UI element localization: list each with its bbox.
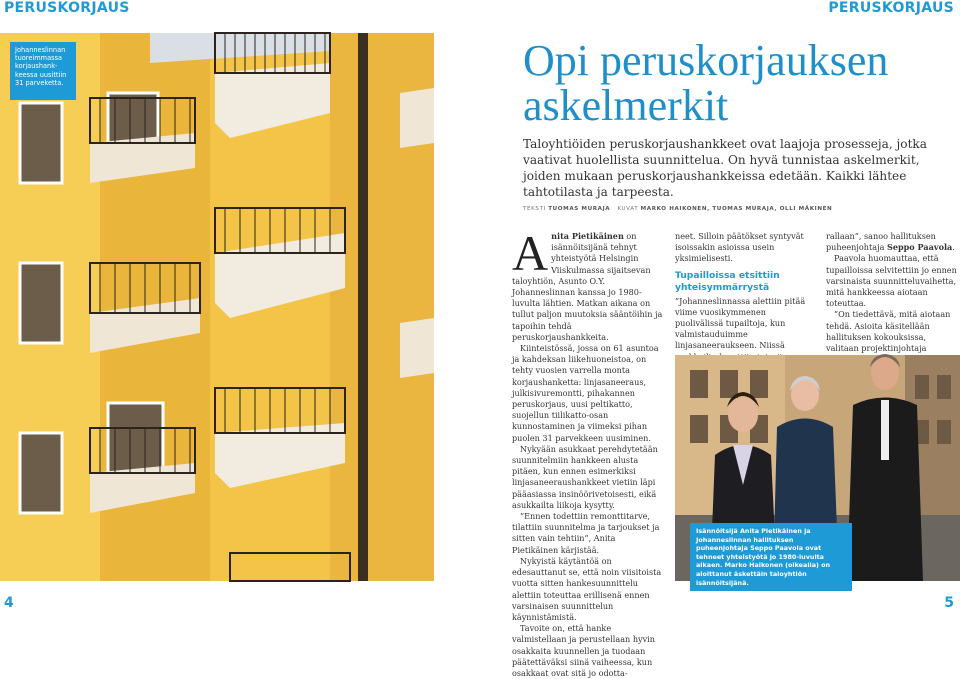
paragraph-2: Kiinteistössä, jossa on 61 asuntoa ja kahdeksan liikehuoneistoa, on tehty vuosien varrella monta korjaushanketta: linjasaneeraus, julkisivuremontti, pihakannen peruskorjaus, uusi peltikatto, suojellun tiilikatto-osan kunnostaminen ja viimeksi pihan puolen 31 parvekkeen uusiminen. [512, 343, 659, 443]
credits-text-label: TEKSTI [523, 206, 546, 212]
paragraph-1-name: nita Pietikäinen [551, 231, 624, 241]
page-number-right: 5 [944, 595, 954, 611]
article-credits [523, 206, 832, 212]
paragraph-11: ”On tiedettävä, mitä aiotaan tehdä. Asioita käsitellään hallituksen kokouksissa, valitaan projektinjohtaja [826, 309, 951, 354]
paragraph-9-text-b: . [952, 242, 955, 253]
paragraph-10: Paavola huomauttaa, että tupailloissa selvitettiin jo ennen varsinaista suunnitteluvaihetta, mitä hankkeessa aiotaan toteuttaa. [826, 253, 957, 309]
paragraph-8: ”Johanneslinnassa alettiin pitää viime vuosikymmenen puolivälissä tupailtoja, kun valmistauduimme linjasaneeraukseen. Niissä [675, 295, 806, 351]
paragraph-4: ”Ennen todettiin remonttitarve, tilattiin suunnitelma ja tarjoukset ja sitten vain tehtiin”, Anita Pietikäinen kärjistää. [512, 511, 660, 555]
paragraph-9-text-a: rallaan”, sanoo hallituksen puheenjohtaja [826, 231, 936, 253]
paragraph-9-name: Seppo Paavola [886, 242, 953, 253]
paragraph-1 [512, 225, 664, 343]
balcony-photo [0, 33, 434, 581]
subheading: Tupailloissa etsittiin yhteisymmärrystä [675, 269, 780, 293]
credits-photos-authors: MARKO HAIKONEN, TUOMAS MURAJA, OLLI MÄKINEN [640, 206, 833, 212]
page-number-left: 4 [4, 595, 14, 611]
paragraph-1-text: on isännöitsijänä tehnyt yhteistyötä Helsingin Viiskulmassa sijaitsevan taloyhtiön, Asunto O.Y. Johanneslinnan kanssa jo 1980-luvulta lähtien. Matkan aikana on tullut paljon muutoksia sääntöihin ja tapoihin tehdä peruskorjaushankkeita. [512, 231, 663, 342]
paragraph-9 [826, 231, 960, 253]
paragraph-5: Nykyistä käytäntöä on edesauttanut se, että noin viisitoista vuotta sitten hankesuunnittelu alettiin toteuttaa erillisenä ennen varsinaisen suunnittelun käynnistämistä. [512, 555, 662, 622]
paragraph-3: Nykyään asukkaat perehdytetään suunnitelmiin hankkeen alusta pitäen, kun ennen esimerkiksi linjasaneeraushankkeet vietiin läpi pääasiassa insinöörivetoisesti, eikä asukkailta liikoja kysytty. [512, 443, 658, 510]
photo-caption-left: Johanneslinnan tuoreimmassa korjaushank-keessa uusittiin 31 parveketta. [10, 42, 76, 100]
section-label-left: PERUSKORJAUS [4, 0, 130, 16]
title-line-1: Opi peruskorjauksen [523, 36, 889, 85]
photo-caption-right: Isännöitsijä Anita Pietikäinen ja Johanneslinnan hallituksen puheenjohtaja Seppo Paavola ovat tehneet yhteistyötä jo 1980-luvulta alkaen. Marko Haikonen (oikealla) on aloittanut äskettäin taloyhtiön isännöitsijänä. [690, 523, 852, 591]
section-label-right: PERUSKORJAUS [828, 0, 954, 16]
title-line-2: askelmerkit [523, 81, 729, 130]
article-title [523, 38, 888, 128]
text-column-1 [512, 225, 664, 679]
paragraph-7: neet. Silloin päätökset syntyvät isoissakin asioissa usein yksimielisesti. [675, 231, 804, 264]
paragraph-6: Tavoite on, että hanke valmistellaan ja perustellaan hyvin osakkaita kuunnellen ja tuodaan päätettäväksi siinä vaiheessa, kun osakkaat ovat sitä jo odotta- [512, 623, 655, 678]
credits-photos-label: KUVAT [617, 206, 639, 212]
credits-text-author: TUOMAS MURAJA [548, 206, 611, 212]
drop-cap: A [512, 225, 549, 281]
article-lead: Taloyhtiöiden peruskorjaushankkeet ovat laajoja prosesseja, jotka vaativat huolellista suunnittelua. On hyvä tunnistaa askelmerkit, joiden mukaan peruskorjaushankkeissa edetään. Kaikki lähtee tahtotilasta ja tarpeesta. [523, 137, 927, 199]
